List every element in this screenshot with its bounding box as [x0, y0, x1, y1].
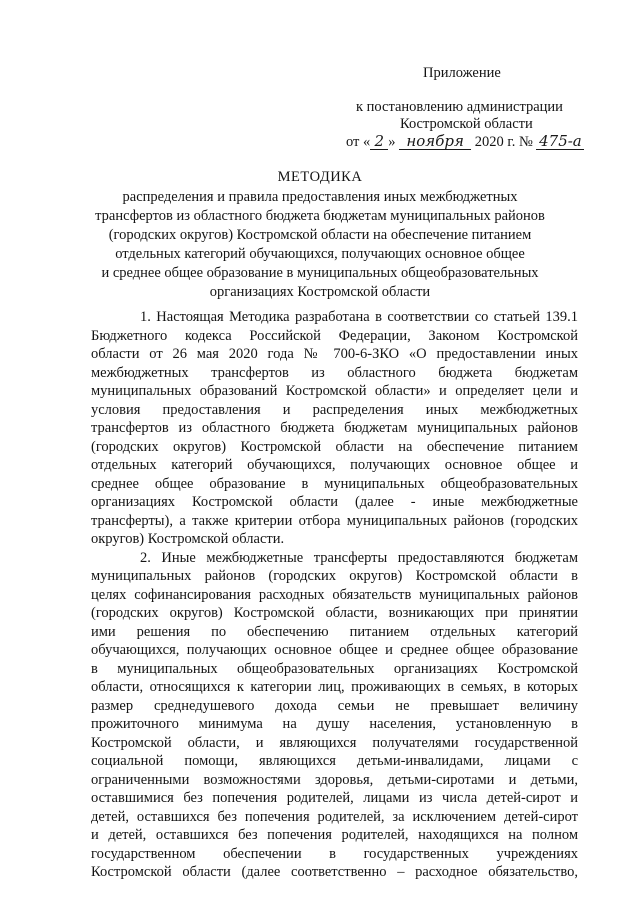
paragraph-1-line: межбюджетных трансфертов из областного бюджета бюджетам [91, 364, 578, 381]
title-line: (городских округов) Костромской области на обеспечение питанием [108, 227, 532, 243]
paragraph-2-line: социальной помощи, являющихся детьми-инвалидами, лицами с [91, 753, 578, 769]
paragraph-2-line: ими решения по обеспечению питанием отдельных категорий [91, 623, 578, 640]
date-year-suffix: 2020 г. № [474, 134, 533, 150]
paragraph-2-line: 2. Иные межбюджетные трансферты предоставляются бюджетам [140, 549, 578, 566]
date-mid: » [388, 134, 396, 150]
paragraph-2-line: оставшимися без попечения родителей, лицами из числа детей-сирот и [91, 790, 578, 806]
document-body [91, 308, 578, 882]
date-month-handwritten: ноября [399, 134, 471, 150]
paragraph-1-line: 1. Настоящая Методика разработана в соответствии со статьей 139.1 [140, 309, 578, 325]
paragraph-2-line: целях софинансирования расходных обязательств муниципальных районов [91, 586, 578, 603]
paragraph-2-line: детей, оставшихся без попечения родителей, за исключением детей-сирот [91, 808, 578, 825]
paragraph-1-line: округов) Костромской области. [91, 531, 285, 547]
date-day-handwritten: 2 [370, 134, 388, 150]
doc-number-handwritten: 475-а [536, 134, 584, 150]
title-line: и среднее общее образование в муниципальных общеобразовательных [101, 265, 539, 281]
paragraph-2-line: ограниченными возможностями здоровья, детьми-сиротами и детьми, [91, 771, 578, 788]
paragraph-2-line: (городских округов) Костромской области, возникающих при принятии [91, 605, 578, 621]
date-prefix: от « [346, 134, 371, 150]
paragraph-1-line: отдельных категорий обучающихся, получающих основное общее и [91, 457, 578, 473]
title-line: трансфертов из областного бюджета бюджетам муниципальных районов [95, 208, 545, 224]
paragraph-2-line: государственном обеспечении в государственных учреждениях [91, 845, 578, 862]
paragraph-2-line: обучающихся, получающих основное общее и среднее общее образование [91, 642, 578, 658]
resolution-line: к постановлению администрации [356, 99, 563, 115]
paragraph-2-line: Костромской области, и являющихся получателями государственной [91, 734, 578, 751]
paragraph-2-line: размер среднедушевого дохода семьи не превышает величину [91, 697, 578, 714]
paragraph-2-line: и детей, оставшихся без попечения родителей, находящихся на полном [91, 827, 578, 843]
paragraph-1-line: (городских округов) Костромской области на обеспечение питанием [91, 438, 578, 455]
title-line: организациях Костромской области [209, 284, 431, 300]
title-main: МЕТОДИКА [277, 169, 363, 185]
paragraph-1-line: организациях Костромской области (далее - иные межбюджетные [91, 494, 578, 510]
paragraph-1-line: среднее общее образование в муниципальных общеобразовательных [91, 475, 578, 492]
paragraph-1-line: трансферты), а также критерии отбора муниципальных районов (городских [91, 512, 578, 529]
paragraph-1-line: Бюджетного кодекса Российской Федерации, Законом Костромской [91, 327, 578, 344]
paragraph-2-line: муниципальных районов (городских округов) Костромской области в [91, 568, 578, 584]
date-line [346, 133, 584, 151]
appendix-label: Приложение [423, 65, 501, 81]
paragraph-2-line: прожиточного минимума на душу населения, установленную в [91, 716, 578, 732]
paragraph-2-line: в муниципальных общеобразовательных организациях Костромской [91, 660, 578, 677]
paragraph-1-line: муниципальных образований Костромской области» и определяет цели и [91, 383, 578, 399]
document-title [60, 168, 580, 302]
paragraph-2-line: области, относящихся к категории лиц, проживающих в семьях, в которых [91, 679, 578, 695]
paragraph-1-line: условия предоставления и распределения иных межбюджетных [91, 401, 578, 418]
paragraph-2-line: Костромской области (далее соответственно – расходное обязательство, [91, 864, 578, 880]
region-line: Костромской области [400, 116, 533, 132]
paragraph-1-line: области от 26 мая 2020 года № 700-6-ЗКО «О предоставлении иных [91, 346, 578, 362]
title-line: отдельных категорий обучающихся, получающих основное общее [115, 246, 525, 262]
title-line: распределения и правила предоставления иных межбюджетных [122, 189, 518, 205]
paragraph-1-line: трансфертов из областного бюджета бюджетам муниципальных районов [91, 420, 578, 436]
